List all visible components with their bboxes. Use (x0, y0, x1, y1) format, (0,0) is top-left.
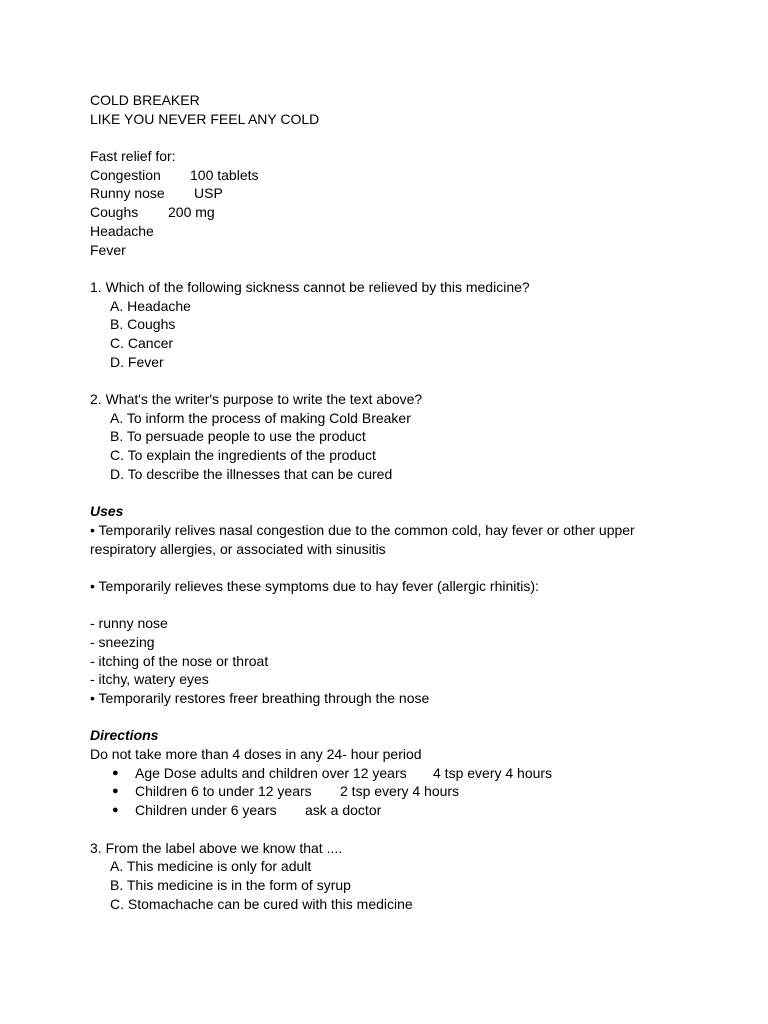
q1-option-c: C. Cancer (110, 334, 174, 351)
relief-detail: 100 tablets (190, 166, 259, 183)
relief-symptom: Fever (90, 241, 126, 258)
relief-symptom: Headache (90, 222, 154, 239)
bullet-icon: ● (112, 766, 119, 779)
symptom-item: - sneezing (90, 633, 155, 650)
dose-group: Children 6 to under 12 years (135, 783, 312, 800)
relief-detail: 200 mg (168, 204, 215, 221)
uses-heading: Uses (90, 503, 124, 520)
uses-item-2: • Temporarily relieves these symptoms due to hay fever (allergic rhinitis): (90, 577, 539, 594)
relief-row (90, 184, 678, 203)
dose-row (90, 782, 678, 801)
question-1: 1. Which of the following sickness cannot be relieved by this medicine? (90, 278, 530, 295)
q1-option-d: D. Fever (110, 353, 164, 370)
uses-item-1: • Temporarily relives nasal congestion due to the common cold, hay fever or other upper respiratory allergies, or associated with sinusitis (90, 521, 635, 557)
dose-group: Children under 6 years (135, 802, 277, 819)
directions-intro: Do not take more than 4 doses in any 24- hour period (90, 746, 422, 763)
q1-option-b: B. Coughs (110, 316, 176, 333)
relief-row (90, 222, 678, 241)
relief-row (90, 203, 678, 222)
symptom-item: - itchy, watery eyes (90, 671, 209, 688)
q1-option-a: A. Headache (110, 297, 191, 314)
q2-option-c: C. To explain the ingredients of the product (110, 447, 376, 464)
symptom-item: - itching of the nose or throat (90, 652, 269, 669)
symptom-item: - runny nose (90, 615, 168, 632)
question-2: 2. What's the writer's purpose to write the text above? (90, 391, 423, 407)
product-title: COLD BREAKER (90, 92, 200, 108)
relief-row (90, 241, 678, 260)
bullet-icon: ● (112, 804, 119, 817)
dose-group: Age Dose adults and children over 12 years (135, 764, 407, 781)
uses-item-3: • Temporarily restores freer breathing through the nose (90, 690, 430, 707)
product-tagline: LIKE YOU NEVER FEEL ANY COLD (90, 110, 320, 127)
relief-symptom: Congestion (90, 166, 161, 183)
q2-option-a: A. To inform the process of making Cold Breaker (110, 409, 411, 426)
relief-symptom: Runny nose (90, 185, 165, 202)
relief-symptom: Coughs (90, 204, 139, 221)
relief-row (90, 166, 678, 185)
relief-intro: Fast relief for: (90, 148, 176, 165)
dose-amount: ask a doctor (305, 802, 382, 819)
q3-option-b: B. This medicine is in the form of syrup (110, 876, 351, 893)
bullet-icon: ● (112, 785, 119, 798)
relief-detail: USP (194, 185, 223, 202)
q2-option-d: D. To describe the illnesses that can be cured (110, 465, 393, 482)
dose-amount: 2 tsp every 4 hours (340, 783, 460, 800)
q2-option-b: B. To persuade people to use the product (110, 428, 366, 445)
dose-row (90, 801, 678, 820)
q3-option-c: C. Stomachache can be cured with this medicine (110, 895, 413, 912)
dose-row (90, 764, 678, 783)
q3-option-a: A. This medicine is only for adult (110, 858, 312, 875)
directions-heading: Directions (90, 727, 159, 744)
dose-amount: 4 tsp every 4 hours (433, 764, 553, 781)
question-3: 3. From the label above we know that .... (90, 839, 343, 856)
